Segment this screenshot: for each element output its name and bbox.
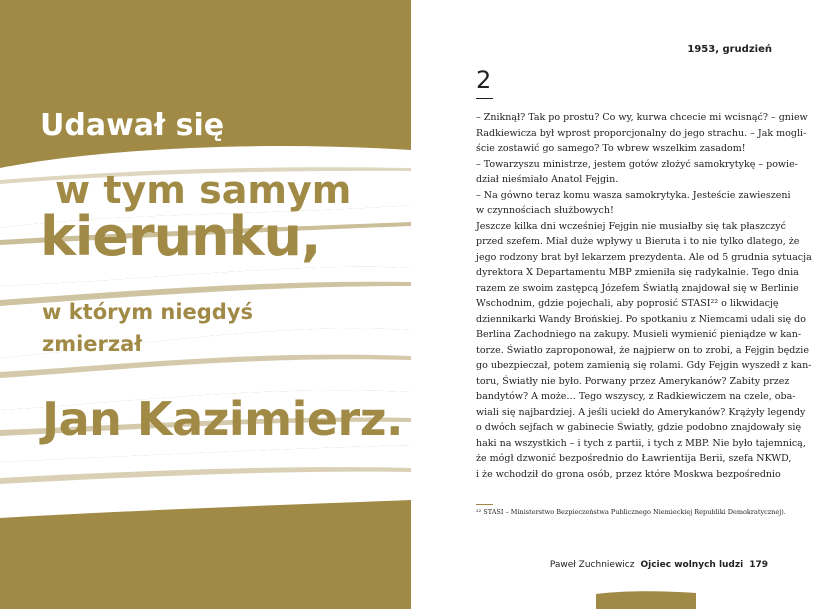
quote-line-6: Jan Kazimierz.	[42, 392, 403, 446]
body-line: w czynnościach służbowych!	[476, 205, 614, 216]
body-text	[476, 110, 812, 482]
running-header-date: 1953, grudzień	[687, 44, 772, 55]
body-line: że mógł dzwonić bezpośrednio do Ławrientija Berii, szefa NKWD,	[476, 453, 792, 464]
chapter-number: 2	[476, 66, 492, 94]
quote-line-1: Udawał się	[40, 108, 225, 143]
decorative-brush-stroke	[596, 588, 696, 609]
footer-book-title: Ojciec wolnych ludzi	[640, 560, 744, 570]
body-line: bandytów? A może… Tego wszyscy, z Radkiewiczem na czele, oba-	[476, 391, 796, 402]
body-line: jego rodzony brat był lekarzem prezydenta. Ale od 5 grudnia sytuacja	[476, 251, 812, 263]
quote-line-3: kierunku,	[40, 205, 321, 268]
body-line: go ubezpieczał, potem zamienią się rolami. Gdy Fejgin wyszedł z kan-	[476, 360, 812, 371]
page-footer	[550, 560, 768, 570]
body-line: przed szefem. Miał duże wpływy u Bieruta i to nie tylko dlatego, że	[476, 236, 800, 247]
body-line: Jeszcze kilka dni wcześniej Fejgin nie musiałby się tak płaszczyć	[476, 220, 786, 232]
quote-line-4: w którym niegdyś	[42, 300, 254, 324]
footer-author: Paweł Zuchniewicz	[549, 560, 635, 570]
footnote: ²² STASI – Ministerstwo Bezpieczeństwa Publicznego Niemieckiej Republiki Demokratycznej).	[476, 508, 786, 516]
body-line: Berlina Zachodniego na zakupy. Musieli wymienić pieniądze w kan-	[476, 329, 802, 340]
body-line: haki na wszystkich – i tych z partii, i tych z MBP. Nie było tajemnicą,	[476, 437, 806, 449]
page-number: 179	[749, 560, 768, 570]
body-line: ście zostawić go samego? To wbrew wszelkim zasadom!	[476, 143, 746, 154]
body-line: o dwóch sejfach w gabinecie Światły, gdzie podobno znajdowały się	[476, 422, 802, 433]
body-line: torze. Światło zaproponował, że najpierw on to zrobi, a Fejgin będzie	[476, 344, 809, 356]
chapter-underline	[476, 98, 493, 99]
body-line: i że wchodził do grona osób, przez które Moskwa bezpośrednio	[476, 468, 781, 480]
body-line: – Towarzyszu ministrze, jestem gotów złożyć samokrytykę – powie-	[476, 158, 798, 170]
body-line: dziennikarki Wandy Brońskiej. Po spotkaniu z Niemcami udali się do	[476, 313, 806, 325]
body-line: Wschodnim, gdzie pojechali, aby poprosić STASI²² o likwidację	[476, 298, 779, 309]
body-line: dział nieśmiało Anatol Fejgin.	[476, 174, 619, 185]
body-line: – Zniknął? Tak po prostu? Co wy, kurwa chcecie mi wcisnąć? – gniew	[476, 112, 808, 123]
body-line: – Na gówno teraz komu wasza samokrytyka. Jesteście zawieszeni	[476, 189, 791, 201]
body-line: Radkiewicza był wprost proporcjonalny do jego strachu. – Jak mogli-	[476, 127, 807, 139]
body-line: toru, Światły nie było. Porwany przez Amerykanów? Zabity przez	[476, 375, 790, 387]
quote-line-2: w tym samym	[55, 168, 352, 212]
body-line: wiali się najbardziej. A jeśli uciekł do Amerykanów? Krążyły legendy	[476, 406, 806, 418]
quote-line-5: zmierzał	[42, 332, 143, 356]
body-line: razem ze swoim zastępcą Józefem Światłą znajdował się w Berlinie	[476, 282, 799, 294]
right-page	[411, 0, 822, 609]
footnote-rule	[476, 504, 493, 505]
body-line: dyrektora X Departamentu MBP zmieniła się radykalnie. Tego dnia	[476, 267, 799, 278]
